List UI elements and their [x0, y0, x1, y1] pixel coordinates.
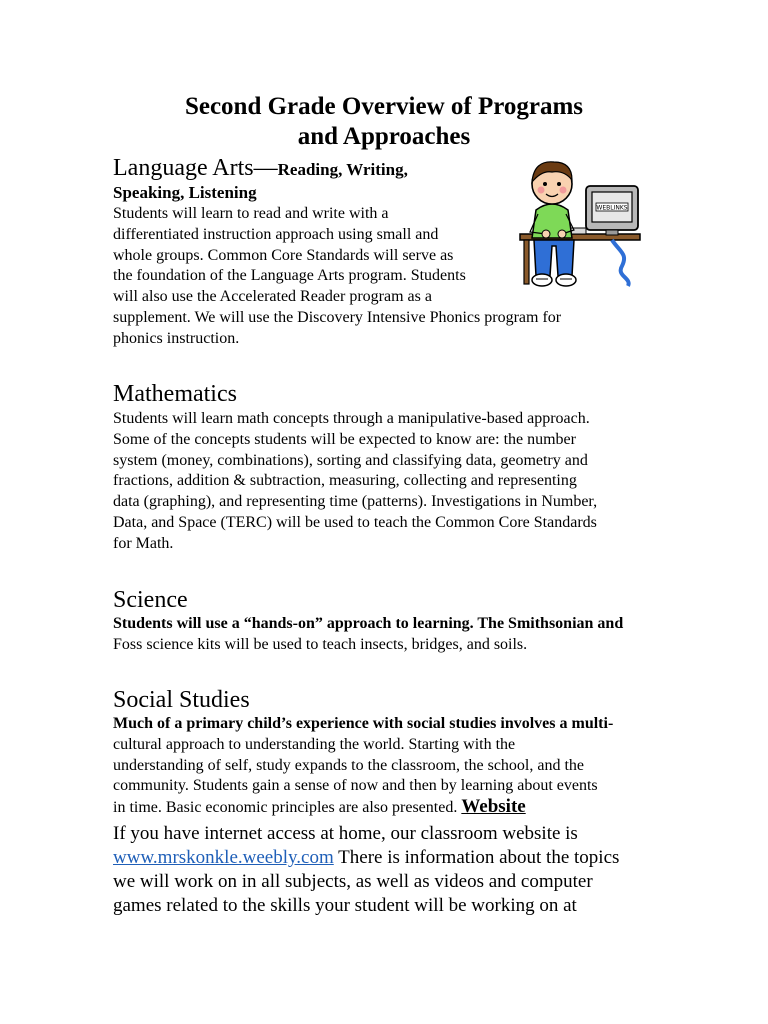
mathematics-heading: Mathematics	[113, 381, 237, 407]
paragraph-line: Data, and Space (TERC) will be used to teach the Common Core Standards	[113, 513, 597, 531]
paragraph-line: understanding of self, study expands to the classroom, the school, and the	[113, 756, 585, 774]
paragraph-line: Foss science kits will be used to teach insects, bridges, and soils.	[113, 635, 528, 653]
paragraph-text: There is information about the topics	[333, 847, 620, 868]
website-heading: Website	[461, 796, 526, 818]
classroom-website-link[interactable]: www.mrskonkle.weebly.com	[113, 847, 334, 868]
page-title	[100, 92, 668, 152]
paragraph-text: in time. Basic economic principles are also presented.	[113, 799, 462, 817]
language-arts-title: Language Arts—	[113, 155, 278, 181]
paragraph-line: cultural approach to understanding the world. Starting with the	[113, 735, 516, 753]
language-arts-subtitle-b: Speaking, Listening	[113, 183, 257, 202]
language-arts-heading	[113, 154, 408, 184]
title-line-2: and Approaches	[297, 123, 471, 150]
paragraph-line: If you have internet access at home, our classroom website is	[113, 823, 578, 844]
paragraph-line: whole groups. Common Core Standards will serve as	[113, 246, 454, 264]
paragraph-line: will also use the Accelerated Reader program as a	[113, 288, 432, 306]
paragraph-line	[113, 846, 619, 870]
social-studies-paragraph	[113, 714, 613, 819]
paragraph-line: community. Students gain a sense of now and then by learning about events	[113, 777, 598, 795]
paragraph-line: supplement. We will use the Discovery Intensive Phonics program for	[113, 308, 562, 326]
title-line-1: Second Grade Overview of Programs	[184, 93, 584, 120]
paragraph-line: phonics instruction.	[113, 329, 240, 347]
paragraph-line: differentiated instruction approach using small and	[113, 225, 439, 243]
science-heading: Science	[113, 587, 188, 613]
paragraph-line: we will work on in all subjects, as well as videos and computer	[113, 871, 593, 892]
paragraph-line: Students will learn math concepts through a manipulative-based approach.	[113, 410, 590, 427]
paragraph-line: data (graphing), and representing time (patterns). Investigations in Number,	[113, 493, 598, 511]
language-arts-paragraph	[113, 204, 561, 350]
paragraph-line: system (money, combinations), sorting and classifying data, geometry and	[113, 451, 588, 469]
paragraph-line: Students will use a “hands-on” approach to learning. The Smithsonian and	[113, 615, 624, 632]
science-paragraph	[113, 614, 623, 656]
language-arts-subtitle-a: Reading, Writing,	[277, 160, 408, 179]
monitor-label: WEBLINKS	[596, 204, 628, 212]
paragraph-line: Some of the concepts students will be expected to know are: the number	[113, 430, 576, 448]
paragraph-line: for Math.	[113, 534, 174, 552]
website-paragraph	[113, 822, 619, 918]
paragraph-line: fractions, addition & subtraction, measuring, collecting and representing	[113, 472, 577, 490]
paragraph-line: the foundation of the Language Arts program. Students	[113, 267, 466, 285]
boy-at-computer-icon	[516, 154, 644, 290]
mathematics-paragraph	[113, 409, 597, 555]
paragraph-line: games related to the skills your student will be working on at	[113, 895, 577, 916]
social-studies-heading: Social Studies	[113, 687, 250, 713]
paragraph-line	[113, 797, 613, 819]
paragraph-line: Much of a primary child’s experience with social studies involves a multi-	[113, 715, 614, 732]
paragraph-line: Students will learn to read and write with a	[113, 205, 389, 222]
